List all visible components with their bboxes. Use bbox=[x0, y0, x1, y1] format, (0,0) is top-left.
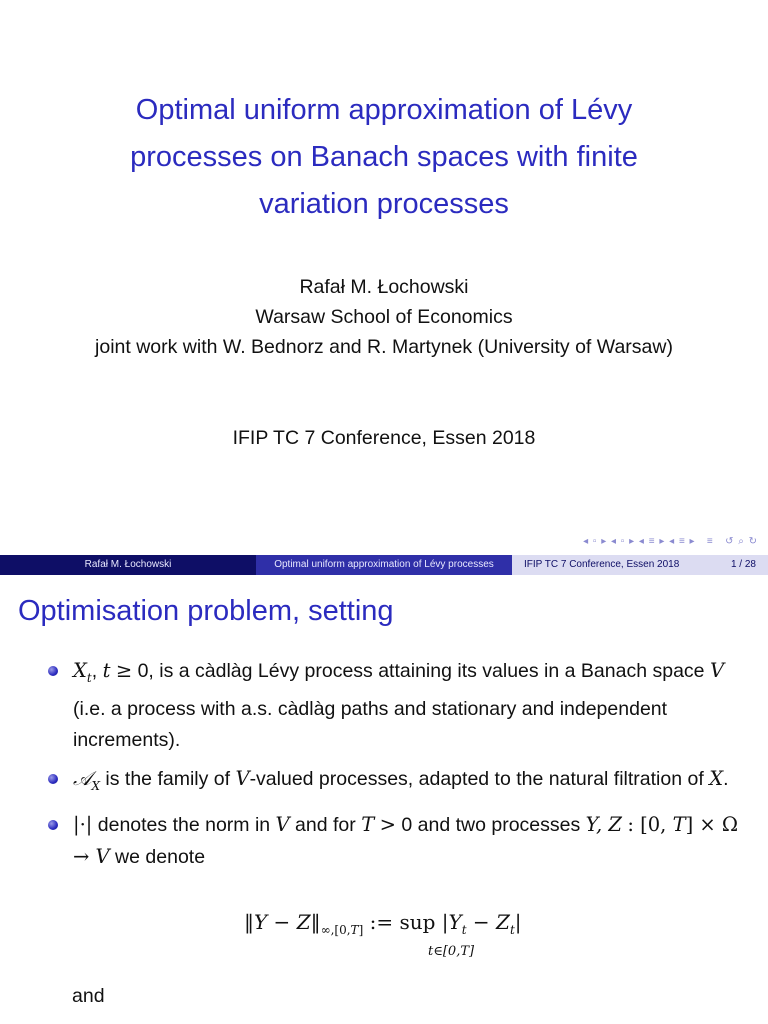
conference-line: IFIP TC 7 Conference, Essen 2018 bbox=[232, 427, 536, 449]
footer-author: Rafał M. Łochowski bbox=[0, 555, 256, 575]
title-line: processes on Banach spaces with finite bbox=[130, 141, 638, 173]
title-line: Optimal uniform approximation of Lévy bbox=[135, 94, 633, 126]
bullet-list bbox=[46, 655, 746, 880]
bullet-icon bbox=[48, 666, 58, 676]
bullet-icon bbox=[48, 820, 58, 830]
author-block bbox=[0, 272, 768, 362]
joint-work: joint work with W. Bednorz and R. Martynek (University of Warsaw) bbox=[95, 336, 673, 358]
frame-title: Optimisation problem, setting bbox=[18, 595, 394, 627]
list-item: |·| denotes the norm in V and for T > 0 and two processes Y, Z : [0, T] × Ω → V we denote bbox=[46, 809, 746, 873]
presentation-title bbox=[40, 87, 728, 228]
and-text: and bbox=[72, 985, 105, 1007]
footer-title: Optimal uniform approximation of Lévy processes bbox=[256, 555, 512, 575]
footer-conference: IFIP TC 7 Conference, Essen 2018 bbox=[524, 559, 680, 570]
beamer-navigation-icons[interactable]: ◂ ▫ ▸ ◂ ▫ ▸ ◂ ≡ ▸ ◂ ≡ ▸ ≡ ↺ ⌕ ↻ bbox=[583, 536, 758, 547]
footer-bar bbox=[0, 555, 768, 575]
bullet-icon bbox=[48, 774, 58, 784]
footer-conference-section bbox=[512, 555, 768, 575]
display-equation: ‖Y − $Z‖_{\infty,[0,T]}$ := sup $|Y_t - Z_t|$ t∈[0,T] bbox=[244, 910, 522, 959]
setting-slide bbox=[0, 575, 768, 1024]
list-item: $X_t$, t ≥ 0, is a càdlàg Lévy process attaining its values in a Banach space V (i.e. a process with a.s. càdlàg paths and stationary and independent increments). bbox=[46, 655, 746, 756]
list-item: 𝒜$_X$ is the family of V-valued processes, adapted to the natural filtration of X. bbox=[46, 763, 746, 802]
title-line: variation processes bbox=[259, 188, 509, 220]
affiliation: Warsaw School of Economics bbox=[255, 306, 513, 328]
footer-page-number: 1 / 28 bbox=[730, 559, 756, 570]
author-name: Rafał M. Łochowski bbox=[299, 276, 469, 298]
